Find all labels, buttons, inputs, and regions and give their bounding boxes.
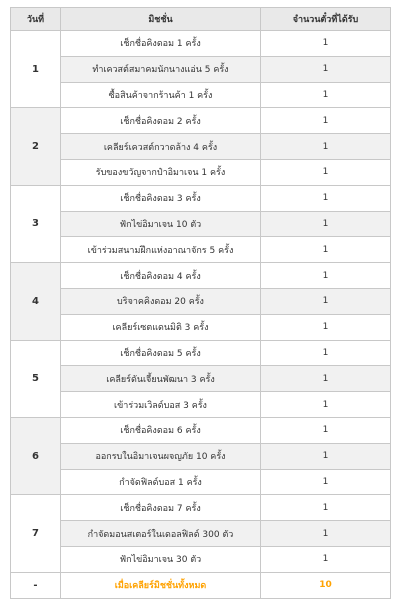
day-cell: 1 bbox=[11, 31, 61, 108]
table-row bbox=[11, 108, 391, 134]
mission-cell: ออกรบในอิมาเจนผจญภัย 10 ครั้ง bbox=[61, 443, 261, 469]
reward-cell: 1 bbox=[261, 521, 391, 547]
final-row bbox=[11, 572, 391, 598]
header-mission: มิชชั่น bbox=[61, 8, 261, 31]
mission-cell: เช็กชื่อคิงดอม 2 ครั้ง bbox=[61, 108, 261, 134]
mission-cell: ฟักไข่อิมาเจน 30 ตัว bbox=[61, 546, 261, 572]
mission-cell: เข้าร่วมเวิลด์บอส 3 ครั้ง bbox=[61, 392, 261, 418]
header-day: วันที่ bbox=[11, 8, 61, 31]
reward-cell: 1 bbox=[261, 82, 391, 108]
mission-cell: เคลียร์ดันเจี้ยนพัฒนา 3 ครั้ง bbox=[61, 366, 261, 392]
table-row bbox=[11, 314, 391, 340]
header-reward: จำนวนตั๋วที่ได้รับ bbox=[261, 8, 391, 31]
final-day-cell: - bbox=[11, 572, 61, 598]
mission-cell: เช็กชื่อคิงดอม 1 ครั้ง bbox=[61, 31, 261, 57]
reward-cell: 1 bbox=[261, 366, 391, 392]
table-row bbox=[11, 417, 391, 443]
table-row bbox=[11, 237, 391, 263]
mission-cell: เช็กชื่อคิงดอม 6 ครั้ง bbox=[61, 417, 261, 443]
mission-cell: เช็กชื่อคิงดอม 7 ครั้ง bbox=[61, 495, 261, 521]
table-row bbox=[11, 521, 391, 547]
final-reward-cell: 10 bbox=[261, 572, 391, 598]
mission-table bbox=[10, 7, 391, 599]
mission-cell: ซื้อสินค้าจากร้านค้า 1 ครั้ง bbox=[61, 82, 261, 108]
table-row bbox=[11, 340, 391, 366]
mission-cell: กำจัดฟิลด์บอส 1 ครั้ง bbox=[61, 469, 261, 495]
table-row bbox=[11, 392, 391, 418]
reward-cell: 1 bbox=[261, 56, 391, 82]
mission-cell: ทำเควสต์สมาคมนักนางแอ่น 5 ครั้ง bbox=[61, 56, 261, 82]
table-row bbox=[11, 134, 391, 160]
reward-cell: 1 bbox=[261, 495, 391, 521]
table-header-row bbox=[11, 8, 391, 31]
table-row bbox=[11, 185, 391, 211]
day-cell: 7 bbox=[11, 495, 61, 572]
table-row bbox=[11, 288, 391, 314]
reward-cell: 1 bbox=[261, 185, 391, 211]
reward-cell: 1 bbox=[261, 108, 391, 134]
table-row bbox=[11, 82, 391, 108]
table-row bbox=[11, 443, 391, 469]
mission-cell: บริจาคคิงดอม 20 ครั้ง bbox=[61, 288, 261, 314]
mission-cell: กำจัดมอนสเตอร์ในเดอลฟิลด์ 300 ตัว bbox=[61, 521, 261, 547]
reward-cell: 1 bbox=[261, 417, 391, 443]
reward-cell: 1 bbox=[261, 288, 391, 314]
reward-cell: 1 bbox=[261, 263, 391, 289]
reward-cell: 1 bbox=[261, 159, 391, 185]
table-row bbox=[11, 56, 391, 82]
day-cell: 5 bbox=[11, 340, 61, 417]
reward-cell: 1 bbox=[261, 392, 391, 418]
table-row bbox=[11, 159, 391, 185]
table-row bbox=[11, 211, 391, 237]
reward-cell: 1 bbox=[261, 314, 391, 340]
mission-cell: เข้าร่วมสนามฝึกแห่งอาณาจักร 5 ครั้ง bbox=[61, 237, 261, 263]
mission-cell: ฟักไข่อิมาเจน 10 ตัว bbox=[61, 211, 261, 237]
table-row bbox=[11, 546, 391, 572]
table-row bbox=[11, 495, 391, 521]
day-cell: 2 bbox=[11, 108, 61, 185]
day-cell: 3 bbox=[11, 185, 61, 262]
table-row bbox=[11, 263, 391, 289]
mission-cell: เช็กชื่อคิงดอม 4 ครั้ง bbox=[61, 263, 261, 289]
reward-cell: 1 bbox=[261, 340, 391, 366]
table-row bbox=[11, 366, 391, 392]
mission-cell: เช็กชื่อคิงดอม 5 ครั้ง bbox=[61, 340, 261, 366]
table-body bbox=[11, 31, 391, 599]
day-cell: 4 bbox=[11, 263, 61, 340]
day-cell: 6 bbox=[11, 417, 61, 494]
reward-cell: 1 bbox=[261, 546, 391, 572]
reward-cell: 1 bbox=[261, 211, 391, 237]
table-row bbox=[11, 31, 391, 57]
reward-cell: 1 bbox=[261, 443, 391, 469]
mission-cell: เช็กชื่อคิงดอม 3 ครั้ง bbox=[61, 185, 261, 211]
table-row bbox=[11, 469, 391, 495]
mission-cell: เคลียร์เซตแดนมิติ 3 ครั้ง bbox=[61, 314, 261, 340]
reward-cell: 1 bbox=[261, 31, 391, 57]
final-mission-cell: เมื่อเคลียร์มิชชั่นทั้งหมด bbox=[61, 572, 261, 598]
reward-cell: 1 bbox=[261, 469, 391, 495]
mission-cell: เคลียร์เควสต์กวาดล้าง 4 ครั้ง bbox=[61, 134, 261, 160]
reward-cell: 1 bbox=[261, 134, 391, 160]
mission-cell: รับของขวัญจากป๋าอิมาเจน 1 ครั้ง bbox=[61, 159, 261, 185]
reward-cell: 1 bbox=[261, 237, 391, 263]
